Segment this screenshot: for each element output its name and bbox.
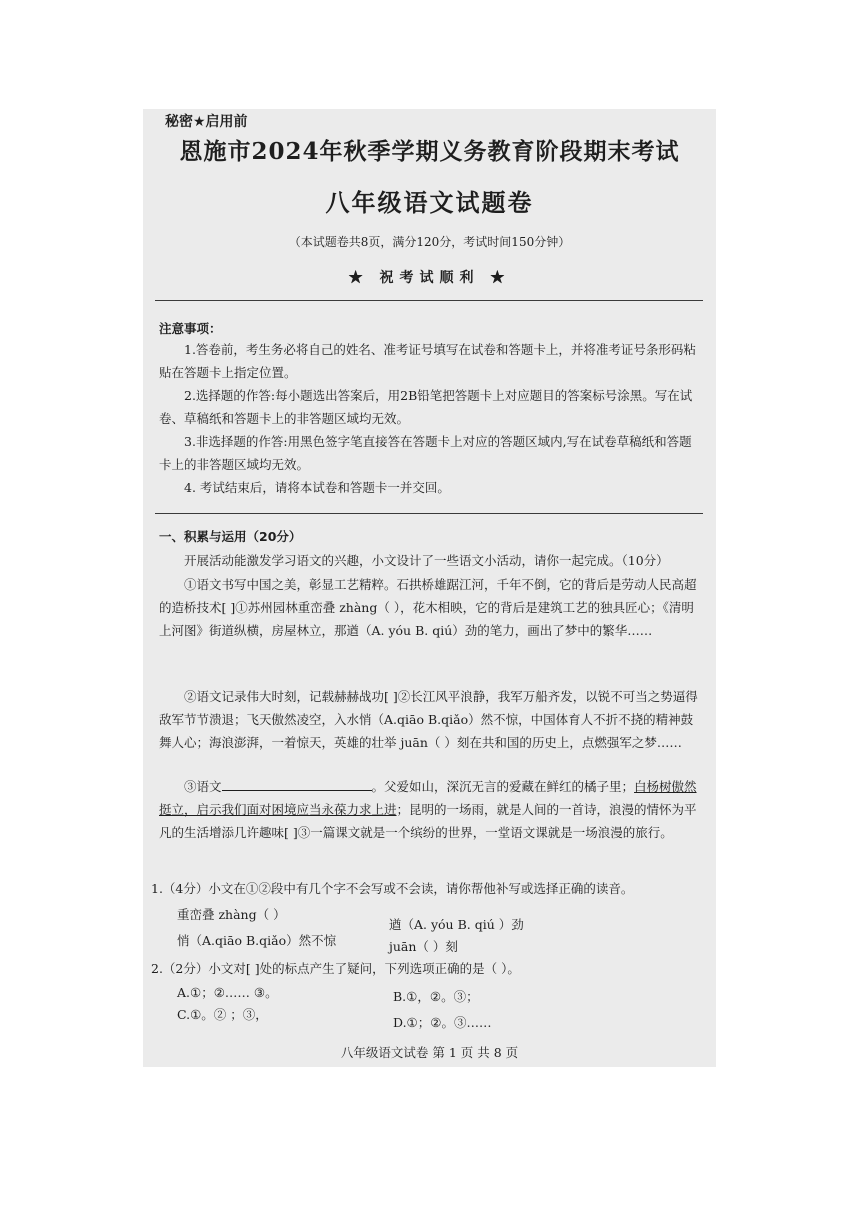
- question-2-option-a: A.①；②…… ③。: [177, 985, 278, 1000]
- good-luck-banner: ★ 祝考试顺利 ★: [348, 270, 511, 286]
- notice-heading: 注意事项：: [159, 321, 222, 336]
- paragraph-2: ②语文记录伟大时刻，记载赫赫战功[ ]②长江风平浪静，我军万船齐发，以锐不可当之势逼得敌军节节溃退；飞天傲然凌空，入水悄（A.qiāo B.qiǎo）然不惊，中国体育人不折不挠的精神鼓舞人心；海浪澎湃，一着惊天，英雄的壮举 juān（ ）刻在共和国的历史上，点燃强军之梦……: [159, 689, 698, 750]
- confidential-label: 秘密★启用前: [165, 114, 248, 130]
- fill-blank: [222, 778, 372, 791]
- paper-subtitle: 八年级语文试题卷: [325, 189, 534, 217]
- paragraph-3-mid: 。父爱如山，深沉无言的爱藏在鲜红的橘子里；: [371, 779, 635, 794]
- exam-paper: [143, 109, 716, 1067]
- divider-top: [155, 300, 703, 301]
- question-1-stem: 1.（4分）小文在①②段中有几个字不会写或不会读，请你帮他补写或选择正确的读音。: [151, 881, 634, 896]
- exam-info: （本试题卷共8页，满分120分，考试时间150分钟）: [288, 235, 571, 249]
- paragraph-3-end: ；昆明的一场雨，就是人间的一首诗，浪漫的情怀为平凡的生活增添几许趣味[ ]③一篇课文就是一个缤纷的世界，一堂语文课就是一场浪漫的旅行。: [159, 802, 697, 840]
- question-1-item-c: 悄（A.qiāo B.qiǎo）然不惊: [177, 933, 337, 948]
- divider-bottom: [155, 513, 703, 514]
- notice-item-4: 4. 考试结束后，请将本试卷和答题卡一并交回。: [184, 480, 450, 495]
- exam-title: 恩施市2024年秋季学期义务教育阶段期末考试: [179, 138, 680, 165]
- question-1-item-a: 重峦叠 zhàng（ ）: [177, 907, 286, 922]
- question-2-option-d: D.①；②。③……: [393, 1015, 492, 1030]
- underlined-sentence: 白杨树傲然挺立，启示我们面对困境应当永葆力求上进: [159, 779, 697, 817]
- notice-item-1: 1.答卷前，考生务必将自己的姓名、准考证号填写在试卷和答题卡上，并将准考证号条形码粘贴在答题卡上指定位置。: [159, 342, 696, 380]
- question-1-item-d: juān（ ）刻: [389, 939, 458, 954]
- question-2-option-b: B.①，②。③；: [393, 989, 479, 1004]
- question-2-stem: 2.（2分）小文对[ ]处的标点产生了疑问，下列选项正确的是（ ）。: [151, 961, 520, 976]
- question-1-item-b: 遒（A. yóu B. qiú ）劲: [389, 917, 524, 932]
- paragraph-3: [159, 775, 703, 844]
- question-2-option-c: C.①。② ；③，: [177, 1007, 268, 1022]
- paragraph-3-start: ③语文: [184, 779, 222, 794]
- notice-item-3: 3.非选择题的作答:用黑色签字笔直接答在答题卡上对应的答题区域内,写在试卷草稿纸和答题卡上的非答题区域均无效。: [159, 434, 692, 472]
- page-footer: 八年级语文试卷 第 1 页 共 8 页: [340, 1045, 519, 1060]
- section-heading: 一、积累与运用（20分）: [159, 529, 302, 544]
- section-intro: 开展活动能激发学习语文的兴趣，小文设计了一些语文小活动，请你一起完成。（10分）: [184, 553, 669, 568]
- notice-item-2: 2.选择题的作答:每小题选出答案后，用2B铅笔把答题卡上对应题目的答案标号涂黑。写在试卷、草稿纸和答题卡上的非答题区域均无效。: [159, 388, 693, 426]
- paragraph-1: ①语文书写中国之美，彰显工艺精粹。石拱桥雄踞江河，千年不倒，它的背后是劳动人民高超的造桥技术[ ]①苏州园林重峦叠 zhàng（ ），花木相映，它的背后是建筑工艺的独具匠心；《清明上河图》街道纵横，房屋林立，那遒（A. yóu B. qiú）劲的笔力，画出了梦中的繁华……: [159, 577, 697, 638]
